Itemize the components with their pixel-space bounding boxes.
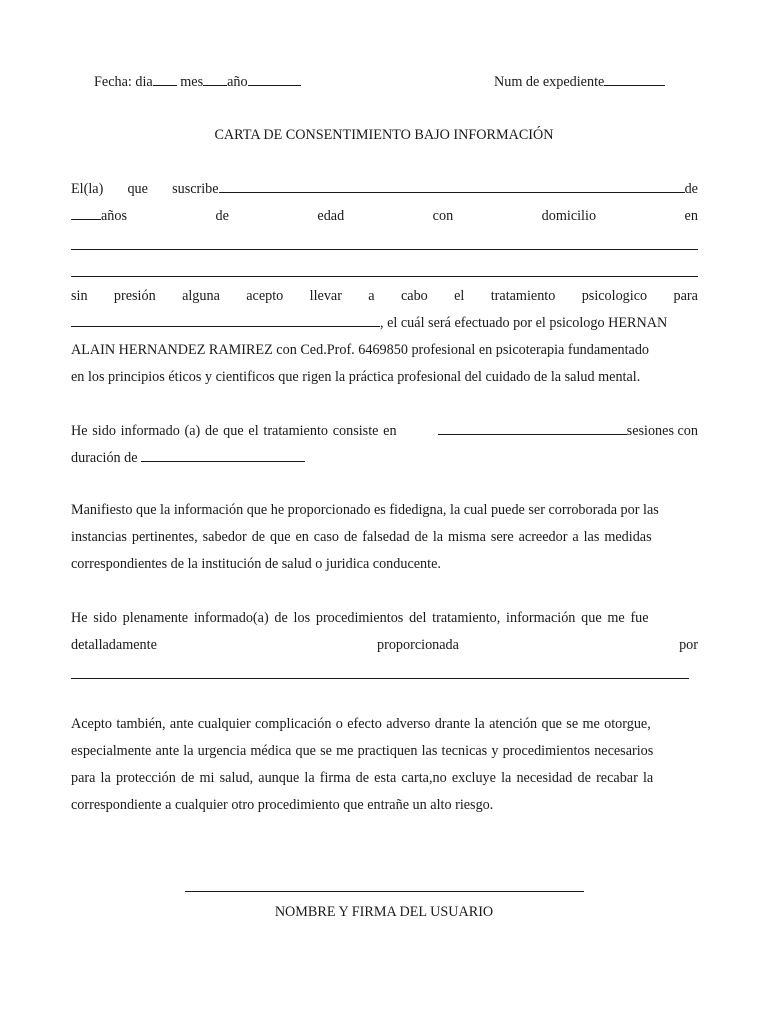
- p2-word: psicologico: [581, 288, 648, 304]
- p2-word: a: [368, 288, 375, 304]
- p1-word: suscribe: [172, 181, 219, 197]
- p2-line3: ALAIN HERNANDEZ RAMIREZ con Ced.Prof. 6469850 profesional en psicoterapia fundamentado: [71, 342, 650, 358]
- p1-line1: [71, 181, 698, 198]
- document-title: CARTA DE CONSENTIMIENTO BAJO INFORMACIÓN: [214, 127, 554, 143]
- date-year-blank[interactable]: [248, 74, 301, 86]
- subscriber-name-blank[interactable]: [219, 181, 685, 193]
- p3-line1: [71, 423, 698, 440]
- p3-line1-pre: He sido informado (a) de que el tratamiento consiste en: [71, 423, 397, 439]
- sessions-blank[interactable]: [438, 423, 627, 435]
- p2-word: sin: [71, 288, 88, 304]
- p2-line1: [71, 288, 698, 305]
- p1-word: El(la): [71, 181, 104, 197]
- p1-line2: [71, 208, 698, 225]
- address-line-2[interactable]: [71, 276, 698, 277]
- p2-word: cabo: [400, 288, 428, 304]
- address-line-1[interactable]: [71, 249, 698, 250]
- date-month-label: mes: [180, 74, 204, 90]
- p1-word: de: [215, 208, 229, 224]
- date-day-label: Fecha: dia: [94, 74, 153, 90]
- p1-word: años: [101, 208, 128, 224]
- p1-word: que: [127, 181, 148, 197]
- p5-line1: He sido plenamente informado(a) de los procedimientos del tratamiento, información que me fue: [71, 610, 649, 626]
- p2-word: presión: [113, 288, 156, 304]
- p2-word: llevar: [309, 288, 342, 304]
- p3-line2-pre: duración de: [71, 450, 138, 466]
- p6-line2: especialmente ante la urgencia médica que se me practiquen las tecnicas y procedimientos necesarios: [71, 743, 654, 759]
- date-day-blank[interactable]: [153, 74, 177, 86]
- p2-word: acepto: [246, 288, 284, 304]
- p1-word: domicilio: [541, 208, 597, 224]
- p3-line1-post: sesiones con: [626, 423, 698, 439]
- p6-line1: Acepto también, ante cualquier complicación o efecto adverso drante la atención que se me otorgue,: [71, 716, 651, 732]
- p1-word: de: [684, 181, 698, 197]
- p2-word: alguna: [182, 288, 220, 304]
- date-month-blank[interactable]: [203, 74, 227, 86]
- p2-word: tratamiento: [490, 288, 556, 304]
- p2-line2-text: , el cuál será efectuado por el psicologo HERNAN: [380, 315, 668, 331]
- expediente-label: Num de expediente: [494, 74, 605, 90]
- p5-word: detalladamente: [71, 637, 157, 653]
- p1-word: edad: [317, 208, 345, 224]
- p2-line4: en los principios éticos y cientificos que rigen la práctica profesional del cuidado de la salud mental.: [71, 369, 641, 385]
- informed-by-line[interactable]: [71, 678, 689, 679]
- p4-line3: correspondientes de la institución de salud o juridica conducente.: [71, 556, 441, 572]
- p5-line2: [71, 637, 698, 654]
- signature-line[interactable]: [185, 891, 584, 892]
- signature-label: NOMBRE Y FIRMA DEL USUARIO: [274, 904, 494, 920]
- duration-blank[interactable]: [141, 450, 305, 462]
- date-field: [94, 74, 301, 91]
- p6-line4: correspondiente a cualquier otro procedimiento que entrañe un alto riesgo.: [71, 797, 494, 813]
- p3-line2: [71, 450, 305, 467]
- p2-word: el: [454, 288, 465, 304]
- date-year-label: año: [227, 74, 248, 90]
- p5-word: por: [679, 637, 698, 653]
- p6-line3: para la protección de mi salud, aunque la firma de esta carta,no excluye la necesidad de recabar la: [71, 770, 654, 786]
- expediente-blank[interactable]: [604, 74, 665, 86]
- p2-word: para: [673, 288, 698, 304]
- p4-line1: Manifiesto que la información que he proporcionado es fidedigna, la cual puede ser corroborada por las: [71, 502, 659, 518]
- treatment-purpose-blank[interactable]: [71, 315, 380, 327]
- age-blank[interactable]: [71, 208, 101, 220]
- p4-line2: instancias pertinentes, sabedor de que en caso de falsedad de la misma sere acreedor a las medidas: [71, 529, 652, 545]
- p1-word: con: [432, 208, 454, 224]
- p2-line2: [71, 315, 667, 332]
- expediente-field: [494, 74, 665, 91]
- p5-word: proporcionada: [377, 637, 459, 653]
- p1-word: en: [684, 208, 698, 224]
